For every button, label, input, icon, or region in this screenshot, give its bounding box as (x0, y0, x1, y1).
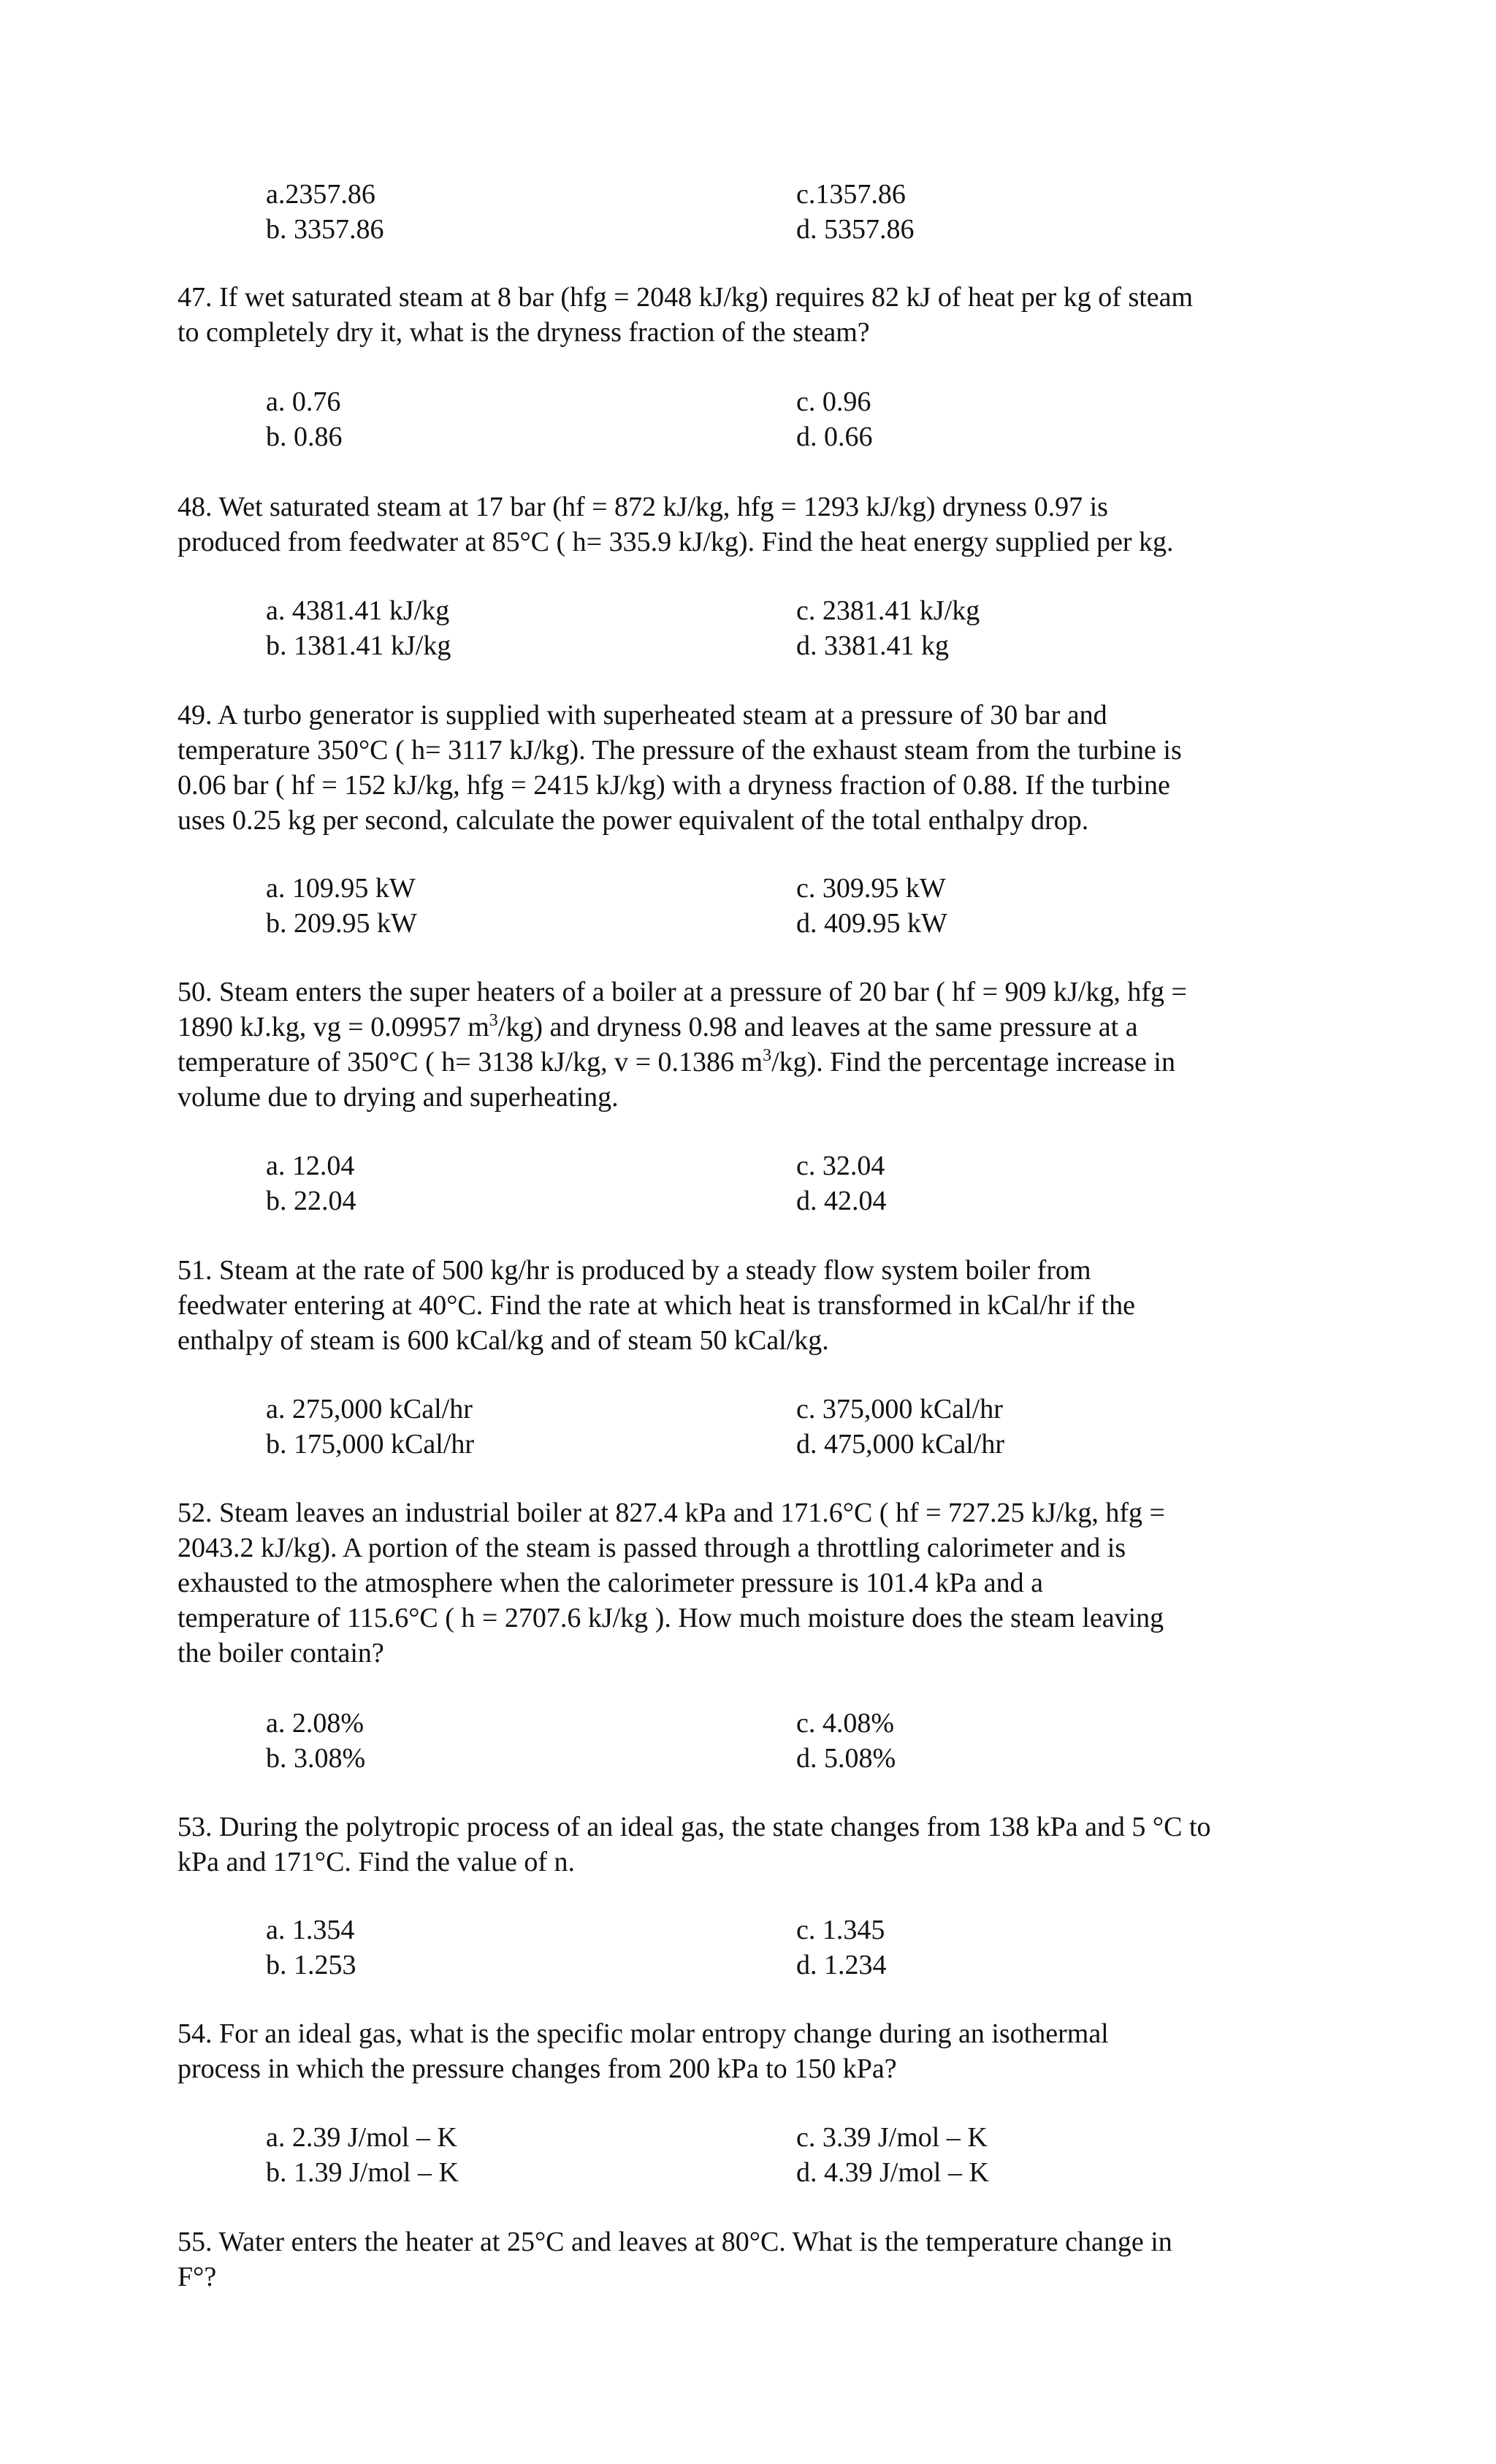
question-51-line-2: feedwater entering at 40°C. Find the rate at which heat is transformed in kCal/hr if the (178, 1290, 1135, 1321)
option-b: b. 3.08% (266, 1743, 366, 1774)
option-b: b. 3357.86 (266, 214, 384, 245)
option-a: a. 275,000 kCal/hr (266, 1394, 473, 1424)
question-50-line-3: temperature of 350°C ( h= 3138 kJ/kg, v = 0.1386 $m^3/kg$). Find the percentage increase in (178, 1046, 1175, 1077)
option-d: d. 3381.41 kg (796, 630, 949, 661)
option-d: d. 475,000 kCal/hr (796, 1429, 1004, 1460)
option-c: c. 3.39 J/mol – K (796, 2122, 988, 2153)
question-52-line-4: temperature of 115.6°C ( h = 2707.6 kJ/kg ). How much moisture does the steam leaving (178, 1603, 1164, 1633)
question-49-line-3: 0.06 bar ( hf = 152 kJ/kg, hfg = 2415 kJ/kg) with a dryness fraction of 0.88. If the turbine (178, 770, 1170, 801)
question-53-line-1: 53. During the polytropic process of an ideal gas, the state changes from 138 kPa and 5 °C to (178, 1812, 1211, 1842)
option-c: c. 2381.41 kJ/kg (796, 595, 980, 626)
question-52-line-2: 2043.2 kJ/kg). A portion of the steam is passed through a throttling calorimeter and is (178, 1533, 1126, 1563)
option-d: d. 5357.86 (796, 214, 915, 245)
option-c: c. 375,000 kCal/hr (796, 1394, 1003, 1424)
question-50-line-2: 1890 kJ.kg, vg = 0.09957 $m^3/kg$) and dryness 0.98 and leaves at the same pressure at a (178, 1011, 1138, 1042)
question-51-line-3: enthalpy of steam is 600 kCal/kg and of steam 50 kCal/kg. (178, 1325, 829, 1356)
question-54-line-1: 54. For an ideal gas, what is the specific molar entropy change during an isothermal (178, 2018, 1109, 2049)
option-b: b. 1381.41 kJ/kg (266, 630, 451, 661)
option-d: d. 4.39 J/mol – K (796, 2157, 989, 2188)
question-49-line-4: uses 0.25 kg per second, calculate the power equivalent of the total enthalpy drop. (178, 805, 1089, 836)
question-48-line-2: produced from feedwater at 85°C ( h= 335.9 kJ/kg). Find the heat energy supplied per kg. (178, 527, 1174, 557)
option-b: b. 175,000 kCal/hr (266, 1429, 474, 1460)
option-a: a. 0.76 (266, 386, 341, 417)
option-d: d. 5.08% (796, 1743, 896, 1774)
option-c: c. 309.95 kW (796, 873, 946, 904)
option-a: a. 2.08% (266, 1708, 365, 1739)
option-c: c. 4.08% (796, 1708, 895, 1739)
option-b: b. 22.04 (266, 1186, 356, 1216)
option-a: a.2357.86 (266, 179, 375, 210)
option-c: c. 1.345 (796, 1915, 885, 1945)
question-47-line-1: 47. If wet saturated steam at 8 bar (hfg = 2048 kJ/kg) requires 82 kJ of heat per kg of steam (178, 282, 1194, 313)
question-55-line-2: F°? (178, 2262, 217, 2292)
question-48-line-1: 48. Wet saturated steam at 17 bar (hf = 872 kJ/kg, hfg = 1293 kJ/kg) dryness 0.97 is (178, 492, 1108, 522)
question-49-line-2: temperature 350°C ( h= 3117 kJ/kg). The pressure of the exhaust steam from the turbine is (178, 735, 1182, 766)
option-a: a. 4381.41 kJ/kg (266, 595, 450, 626)
option-c: c. 0.96 (796, 386, 871, 417)
question-50-line-1: 50. Steam enters the super heaters of a boiler at a pressure of 20 bar ( hf = 909 kJ/kg, hfg = (178, 977, 1187, 1007)
option-d: d. 1.234 (796, 1950, 887, 1980)
option-c: c. 32.04 (796, 1151, 885, 1181)
option-a: a. 12.04 (266, 1151, 355, 1181)
question-54-line-2: process in which the pressure changes from 200 kPa to 150 kPa? (178, 2053, 897, 2084)
question-49-line-1: 49. A turbo generator is supplied with superheated steam at a pressure of 30 bar and (178, 700, 1107, 731)
question-52-line-1: 52. Steam leaves an industrial boiler at 827.4 kPa and 171.6°C ( hf = 727.25 kJ/kg, hfg = (178, 1498, 1165, 1528)
option-d: d. 0.66 (796, 422, 873, 452)
question-55-line-1: 55. Water enters the heater at 25°C and leaves at 80°C. What is the temperature change in (178, 2227, 1172, 2257)
question-51-line-1: 51. Steam at the rate of 500 kg/hr is produced by a steady flow system boiler from (178, 1255, 1091, 1286)
option-b: b. 209.95 kW (266, 908, 417, 939)
option-d: d. 409.95 kW (796, 908, 947, 939)
option-a: a. 1.354 (266, 1915, 355, 1945)
question-52-line-5: the boiler contain? (178, 1638, 384, 1668)
option-b: b. 0.86 (266, 422, 343, 452)
question-52-line-3: exhausted to the atmosphere when the calorimeter pressure is 101.4 kPa and a (178, 1568, 1044, 1598)
option-a: a. 2.39 J/mol – K (266, 2122, 457, 2153)
question-50-line-4: volume due to drying and superheating. (178, 1082, 619, 1113)
question-47-line-2: to completely dry it, what is the dryness fraction of the steam? (178, 317, 870, 348)
option-b: b. 1.253 (266, 1950, 356, 1980)
option-b: b. 1.39 J/mol – K (266, 2157, 459, 2188)
option-d: d. 42.04 (796, 1186, 887, 1216)
option-c: c.1357.86 (796, 179, 906, 210)
option-a: a. 109.95 kW (266, 873, 416, 904)
question-53-line-2: kPa and 171°C. Find the value of n. (178, 1847, 575, 1877)
